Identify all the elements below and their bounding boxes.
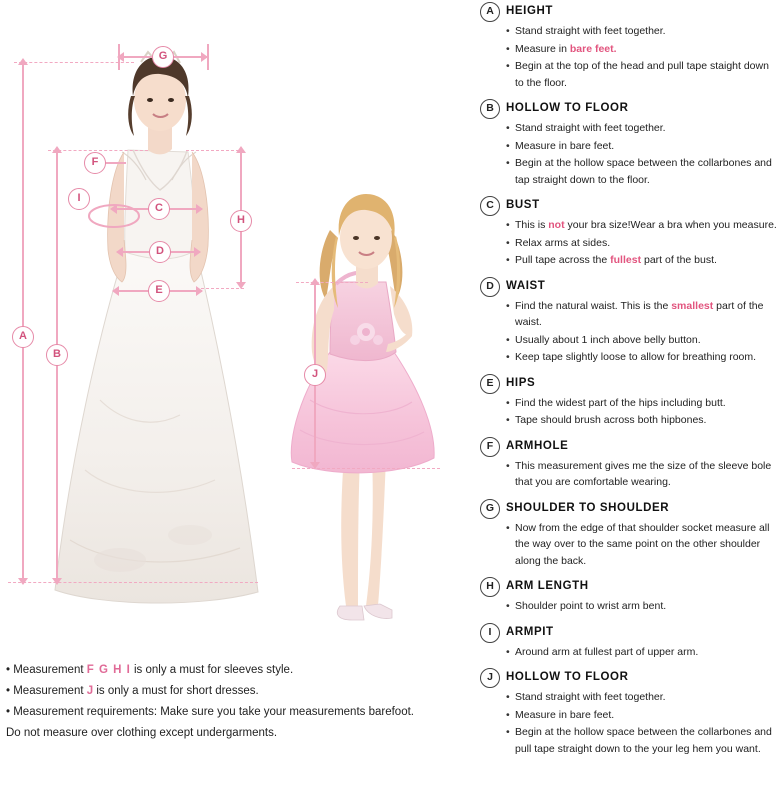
- guide-d-arrow-left: [116, 247, 123, 257]
- item-em: not: [548, 219, 565, 231]
- instruction-block-hips: [478, 374, 777, 429]
- instructions-column: [478, 0, 777, 800]
- instruction-item: [506, 298, 777, 331]
- guide-c-arrow-left: [110, 204, 117, 214]
- instruction-title-j: HOLLOW TO FLOOR: [506, 671, 629, 683]
- badge-h: H: [230, 210, 252, 232]
- item-pre: Stand straight with feet together.: [515, 25, 666, 37]
- badge-f: F: [84, 152, 106, 174]
- note-2-highlight: J: [86, 685, 94, 697]
- guide-a-arrow-down: [18, 578, 28, 585]
- instruction-item: [506, 58, 777, 91]
- guide-g-arrow-right: [201, 52, 208, 62]
- item-pre: Usually about 1 inch above belly button.: [515, 333, 701, 346]
- instruction-title-f: ARMHOLE: [506, 439, 569, 452]
- instruction-title-e: HIPS: [506, 376, 536, 389]
- badge-g: G: [152, 46, 174, 68]
- guide-e-arrow-right: [196, 286, 203, 296]
- item-post: your bra size!Wear a bra when you measure.: [564, 219, 777, 231]
- guide-h-arrow-up: [236, 146, 246, 153]
- item-pre: Now from the edge of that shoulder socket measure all the way over to the same point on the other shoulder along the back.: [515, 521, 770, 567]
- measurement-notes: [6, 660, 466, 744]
- instruction-block-armhole: [478, 437, 777, 491]
- instruction-badge-h: H: [480, 577, 500, 597]
- guide-j-top-dash: [296, 282, 368, 283]
- guide-a-top-dash: [14, 62, 134, 63]
- figure-bride-long-gown: [55, 50, 258, 603]
- instruction-badge-a: A: [480, 2, 500, 22]
- instruction-item: [506, 217, 777, 234]
- guide-h-arrow-down: [236, 282, 246, 289]
- instruction-item: [506, 23, 777, 40]
- instruction-block-bust: [478, 196, 777, 269]
- badge-b: B: [46, 344, 68, 366]
- item-em: fullest: [610, 254, 642, 266]
- instruction-title-a: HEIGHT: [506, 5, 554, 17]
- guide-a-line: [22, 62, 24, 582]
- instruction-badge-c: C: [480, 196, 500, 216]
- item-pre: Begin at the top of the head and pull tape staight down to the floor.: [515, 60, 769, 89]
- guide-j-arrow-up: [310, 278, 320, 285]
- instruction-item: [506, 644, 777, 661]
- guide-a-bottom-dash: [8, 582, 258, 583]
- figure-model-short-dress: [291, 194, 434, 620]
- badge-j: J: [304, 364, 326, 386]
- instruction-item: [506, 395, 777, 412]
- item-em: smallest: [671, 299, 714, 312]
- item-pre: This measurement gives me the size of the sleeve bole that you are comfortable wearing.: [515, 459, 772, 488]
- item-pre: Find the widest part of the hips including butt.: [515, 396, 726, 409]
- guide-f-line: [104, 162, 126, 164]
- note-line-3: • Measurement requirements: Make sure you take your measurements barefoot.: [6, 706, 414, 718]
- item-pre: Shoulder point to wrist arm bent.: [515, 600, 667, 612]
- instruction-badge-g: G: [480, 499, 500, 519]
- badge-a: A: [12, 326, 34, 348]
- item-pre: Stand straight with feet together.: [515, 691, 666, 703]
- instruction-title-h: ARM LENGTH: [506, 580, 589, 592]
- instruction-block-arm-length: [478, 577, 777, 615]
- item-post: part of the bust.: [641, 254, 717, 266]
- instruction-item: [506, 412, 777, 429]
- note-line-1: [6, 660, 466, 681]
- instruction-item: [506, 332, 777, 349]
- guide-i-loop: [80, 196, 150, 236]
- instruction-badge-e: E: [480, 374, 500, 394]
- guide-b-arrow-up: [52, 146, 62, 153]
- item-pre: Stand straight with feet together.: [515, 122, 666, 134]
- instruction-item: [506, 598, 777, 615]
- instruction-block-armpit: [478, 623, 777, 661]
- guide-b-line: [56, 150, 58, 582]
- badge-i: I: [68, 188, 90, 210]
- item-pre: Pull tape across the: [515, 254, 611, 266]
- instruction-item: [506, 689, 777, 706]
- guide-a-arrow-up: [18, 58, 28, 65]
- instruction-item: [506, 120, 777, 137]
- guide-b-top-dash: [48, 150, 148, 151]
- note-line-4: Do not measure over clothing except undergarments.: [6, 727, 278, 739]
- instruction-title-c: BUST: [506, 199, 540, 211]
- instruction-item: [506, 252, 777, 269]
- instruction-badge-b: B: [480, 99, 500, 119]
- item-pre: Measure in bare feet.: [515, 139, 615, 152]
- instruction-block-hollow-to-hem: [478, 668, 777, 757]
- guide-g-arrow-left: [117, 52, 124, 62]
- instruction-item: [506, 724, 777, 757]
- item-pre: Find the natural waist. This is the: [515, 299, 672, 312]
- item-pre: Around arm at fullest part of upper arm.: [515, 645, 699, 658]
- instruction-item: [506, 707, 777, 724]
- instruction-item: [506, 520, 777, 570]
- guide-e-arrow-left: [112, 286, 119, 296]
- instruction-badge-f: F: [480, 437, 500, 457]
- instruction-badge-d: D: [480, 277, 500, 297]
- guide-j-arrow-down: [310, 462, 320, 469]
- instruction-item: [506, 41, 777, 58]
- item-pre: This is: [515, 219, 549, 231]
- item-pre: Begin at the hollow space between the collarbones and tap straight down to the floor.: [515, 157, 772, 186]
- item-post: part of the waist.: [515, 299, 764, 328]
- note-line-2: [6, 681, 466, 702]
- badge-d: D: [149, 241, 171, 263]
- badge-c: C: [148, 198, 170, 220]
- guide-b-arrow-down: [52, 578, 62, 585]
- note-1-post: is only a must for sleeves style.: [130, 664, 294, 676]
- guide-d-arrow-right: [194, 247, 201, 257]
- instruction-title-i: ARMPIT: [506, 625, 554, 638]
- instruction-item: [506, 138, 777, 155]
- note-1-highlight: F G H I: [86, 664, 131, 676]
- instruction-block-shoulder-to-shoulder: [478, 499, 777, 570]
- instruction-block-height: [478, 2, 777, 91]
- note-2-post: is only a must for short dresses.: [93, 685, 259, 697]
- instruction-item: [506, 155, 777, 188]
- guide-c-arrow-right: [196, 204, 203, 214]
- item-pre: Measure in: [515, 42, 570, 55]
- item-pre: Measure in bare feet.: [515, 708, 615, 721]
- note-2-pre: • Measurement: [6, 685, 87, 697]
- figures-illustration: [0, 0, 470, 660]
- instruction-title-b: HOLLOW TO FLOOR: [506, 102, 629, 114]
- instruction-item: [506, 349, 777, 366]
- instruction-item: [506, 235, 777, 252]
- item-pre: Tape should brush across both hipbones.: [515, 414, 707, 426]
- instruction-item: [506, 458, 777, 491]
- instruction-block-hollow-to-floor: [478, 99, 777, 188]
- instruction-badge-j: J: [480, 668, 500, 688]
- item-pre: Begin at the hollow space between the collarbones and pull tape straight down to the your leg hem you want.: [515, 726, 772, 755]
- instruction-title-g: SHOULDER TO SHOULDER: [506, 501, 670, 514]
- note-1-pre: • Measurement: [6, 664, 87, 676]
- instruction-block-waist: [478, 277, 777, 366]
- instruction-badge-i: I: [480, 623, 500, 643]
- badge-e: E: [148, 280, 170, 302]
- item-pre: Keep tape slightly loose to allow for breathing room.: [515, 351, 757, 363]
- instruction-title-d: WAIST: [506, 279, 546, 292]
- item-em: bare feet.: [569, 42, 617, 55]
- item-pre: Relax arms at sides.: [515, 236, 611, 249]
